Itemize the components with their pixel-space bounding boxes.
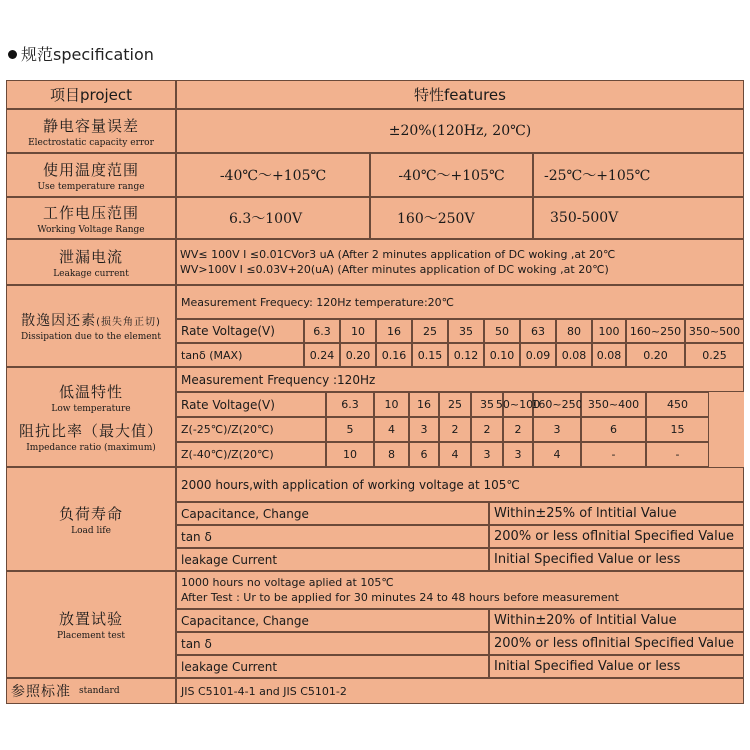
temperature-en: Use temperature range — [37, 181, 145, 192]
z25-value: 3 — [409, 417, 439, 442]
low-temp-voltage: 160~250 — [533, 392, 581, 417]
voltage-cn: 工作电压范围 — [42, 203, 139, 222]
z25-value: 5 — [326, 417, 374, 442]
dissipation-voltage: 10 — [340, 319, 376, 343]
placement-item-tan: tan δ — [176, 632, 489, 655]
dissipation-tan-value: 0.24 — [304, 343, 340, 367]
temperature-cn: 使用温度范围 — [42, 160, 139, 179]
impedance-cn: 阻抗比率（最大值） — [18, 422, 163, 440]
leakage-line-1: WV≤ 100V I ≤0.01CVor3 uA (After 2 minutes application of DC woking ,at 20℃ — [180, 248, 616, 261]
low-temp-voltage: 6.3 — [326, 392, 374, 417]
load-life-value-tan: 200% or less oflnitial Specified Value — [489, 525, 744, 548]
placement-cn: 放置试验 — [58, 610, 123, 628]
load-life-intro: 2000 hours,with application of working voltage at 105℃ — [176, 467, 744, 502]
dissipation-label — [6, 285, 176, 367]
dissipation-voltage: 25 — [412, 319, 448, 343]
low-temp-voltage: 50~100 — [503, 392, 533, 417]
dissipation-rv-label: Rate Voltage(V) — [176, 319, 304, 343]
placement-en: Placement test — [57, 631, 125, 641]
bullet-icon — [8, 50, 17, 59]
load-life-value-leakage: Initial Specified Value or less — [489, 548, 744, 571]
load-life-label — [6, 467, 176, 571]
dissipation-measurement: Measurement Frequecy: 120Hz temperature:20℃ — [176, 285, 744, 319]
low-temp-voltage: 16 — [409, 392, 439, 417]
temperature-range-3: -25℃～+105℃ — [533, 153, 744, 197]
low-temp-en: Low temperature — [51, 404, 131, 414]
z25-value: 2 — [439, 417, 471, 442]
impedance-en: Impedance ratio (maximum) — [26, 443, 156, 453]
capacity-en: Electrostatic capacity error — [28, 137, 154, 148]
z25-value: 2 — [503, 417, 533, 442]
low-temp-voltage: 35 — [471, 392, 503, 417]
dissipation-tan-value: 0.16 — [376, 343, 412, 367]
standard-cn: 参照标准 — [11, 684, 71, 700]
placement-value-tan: 200% or less oflnitial Specified Value — [489, 632, 744, 655]
z25-value: 6 — [581, 417, 646, 442]
voltage-en: Working Voltage Range — [37, 224, 145, 235]
low-temp-label — [6, 367, 176, 467]
dissipation-tan-value: 0.12 — [448, 343, 484, 367]
dissipation-cn-main: 散逸因还素 — [21, 313, 97, 329]
z40-value: 10 — [326, 442, 374, 467]
low-temp-voltage: 350~400 — [581, 392, 646, 417]
leakage-cn: 泄漏电流 — [58, 247, 123, 266]
load-life-item-tan: tan δ — [176, 525, 489, 548]
low-temp-voltage: 10 — [374, 392, 409, 417]
dissipation-tan-value: 0.08 — [592, 343, 626, 367]
dissipation-voltage: 63 — [520, 319, 556, 343]
placement-label — [6, 571, 176, 678]
header-project: 项目project — [6, 80, 176, 109]
leakage-value — [176, 239, 744, 285]
load-life-value-capacitance: Within±25% of lntitial Value — [489, 502, 744, 525]
low-temp-cn: 低温特性 — [58, 383, 123, 401]
z40-value: 3 — [503, 442, 533, 467]
dissipation-tan-value: 0.20 — [340, 343, 376, 367]
placement-value-capacitance: Within±20% of lntitial Value — [489, 609, 744, 632]
dissipation-voltage: 6.3 — [304, 319, 340, 343]
z40-label: Z(-40℃)/Z(20℃) — [176, 442, 326, 467]
z25-value: 4 — [374, 417, 409, 442]
voltage-range-2: 160～250V — [370, 197, 533, 239]
low-temp-rv-label: Rate Voltage(V) — [176, 392, 326, 417]
z25-value: 15 — [646, 417, 709, 442]
placement-intro — [176, 571, 744, 609]
load-life-item-leakage: leakage Current — [176, 548, 489, 571]
placement-intro-2: After Test : Ur to be applied for 30 minutes 24 to 48 hours before measurement — [181, 591, 619, 604]
placement-intro-1: 1000 hours no voltage aplied at 105℃ — [181, 576, 394, 589]
z25-label: Z(-25℃)/Z(20℃) — [176, 417, 326, 442]
dissipation-tan-value: 0.09 — [520, 343, 556, 367]
dissipation-voltage: 160~250 — [626, 319, 685, 343]
temperature-label — [6, 153, 176, 197]
z40-value: 8 — [374, 442, 409, 467]
temperature-range-2: -40℃～+105℃ — [370, 153, 533, 197]
dissipation-tan-value: 0.20 — [626, 343, 685, 367]
low-temp-voltage: 25 — [439, 392, 471, 417]
z40-value: - — [581, 442, 646, 467]
z40-value: 6 — [409, 442, 439, 467]
load-life-en: Load life — [71, 525, 111, 536]
z40-value: 4 — [533, 442, 581, 467]
z25-value: 2 — [471, 417, 503, 442]
dissipation-tan-label: tanδ (MAX) — [176, 343, 304, 367]
leakage-line-2: WV>100V I ≤0.03V+20(uA) (After minutes application of DC woking ,at 20℃) — [180, 263, 609, 276]
spec-heading — [8, 42, 154, 65]
leakage-en: Leakage current — [53, 268, 129, 279]
dissipation-voltage: 80 — [556, 319, 592, 343]
z40-value: - — [646, 442, 709, 467]
standard-value: JIS C5101-4-1 and JIS C5101-2 — [176, 678, 744, 704]
placement-item-capacitance: Capacitance, Change — [176, 609, 489, 632]
dissipation-voltage: 35 — [448, 319, 484, 343]
z40-value: 4 — [439, 442, 471, 467]
standard-label — [6, 678, 176, 704]
capacity-cn: 静电容量误差 — [42, 116, 139, 135]
temperature-range-1: -40℃～+105℃ — [176, 153, 370, 197]
placement-item-leakage: leakage Current — [176, 655, 489, 678]
dissipation-tan-value: 0.15 — [412, 343, 448, 367]
specification-table — [6, 80, 744, 704]
spec-heading-text: 规范specification — [21, 45, 154, 64]
load-life-item-capacitance: Capacitance, Change — [176, 502, 489, 525]
low-temp-voltage: 450 — [646, 392, 709, 417]
standard-en: standard — [79, 686, 120, 696]
leakage-label — [6, 239, 176, 285]
capacity-label — [6, 109, 176, 153]
dissipation-voltage: 100 — [592, 319, 626, 343]
voltage-range-1: 6.3～100V — [176, 197, 370, 239]
voltage-label — [6, 197, 176, 239]
dissipation-voltage: 350~500 — [685, 319, 744, 343]
capacity-value: ±20%(120Hz, 20℃) — [176, 109, 744, 153]
dissipation-voltage: 50 — [484, 319, 520, 343]
dissipation-cn-small: (损失角正切) — [96, 317, 161, 328]
load-life-cn: 负荷寿命 — [58, 504, 123, 523]
placement-value-leakage: Initial Specified Value or less — [489, 655, 744, 678]
dissipation-voltage: 16 — [376, 319, 412, 343]
z40-value: 3 — [471, 442, 503, 467]
dissipation-tan-value: 0.25 — [685, 343, 744, 367]
low-temp-measurement: Measurement Frequency :120Hz — [176, 367, 744, 392]
dissipation-tan-value: 0.08 — [556, 343, 592, 367]
dissipation-en: Dissipation due to the element — [21, 332, 161, 342]
dissipation-tan-value: 0.10 — [484, 343, 520, 367]
z25-value: 3 — [533, 417, 581, 442]
dissipation-cn — [21, 310, 161, 330]
voltage-range-3: 350-500V — [533, 197, 744, 239]
header-features: 特性features — [176, 80, 744, 109]
